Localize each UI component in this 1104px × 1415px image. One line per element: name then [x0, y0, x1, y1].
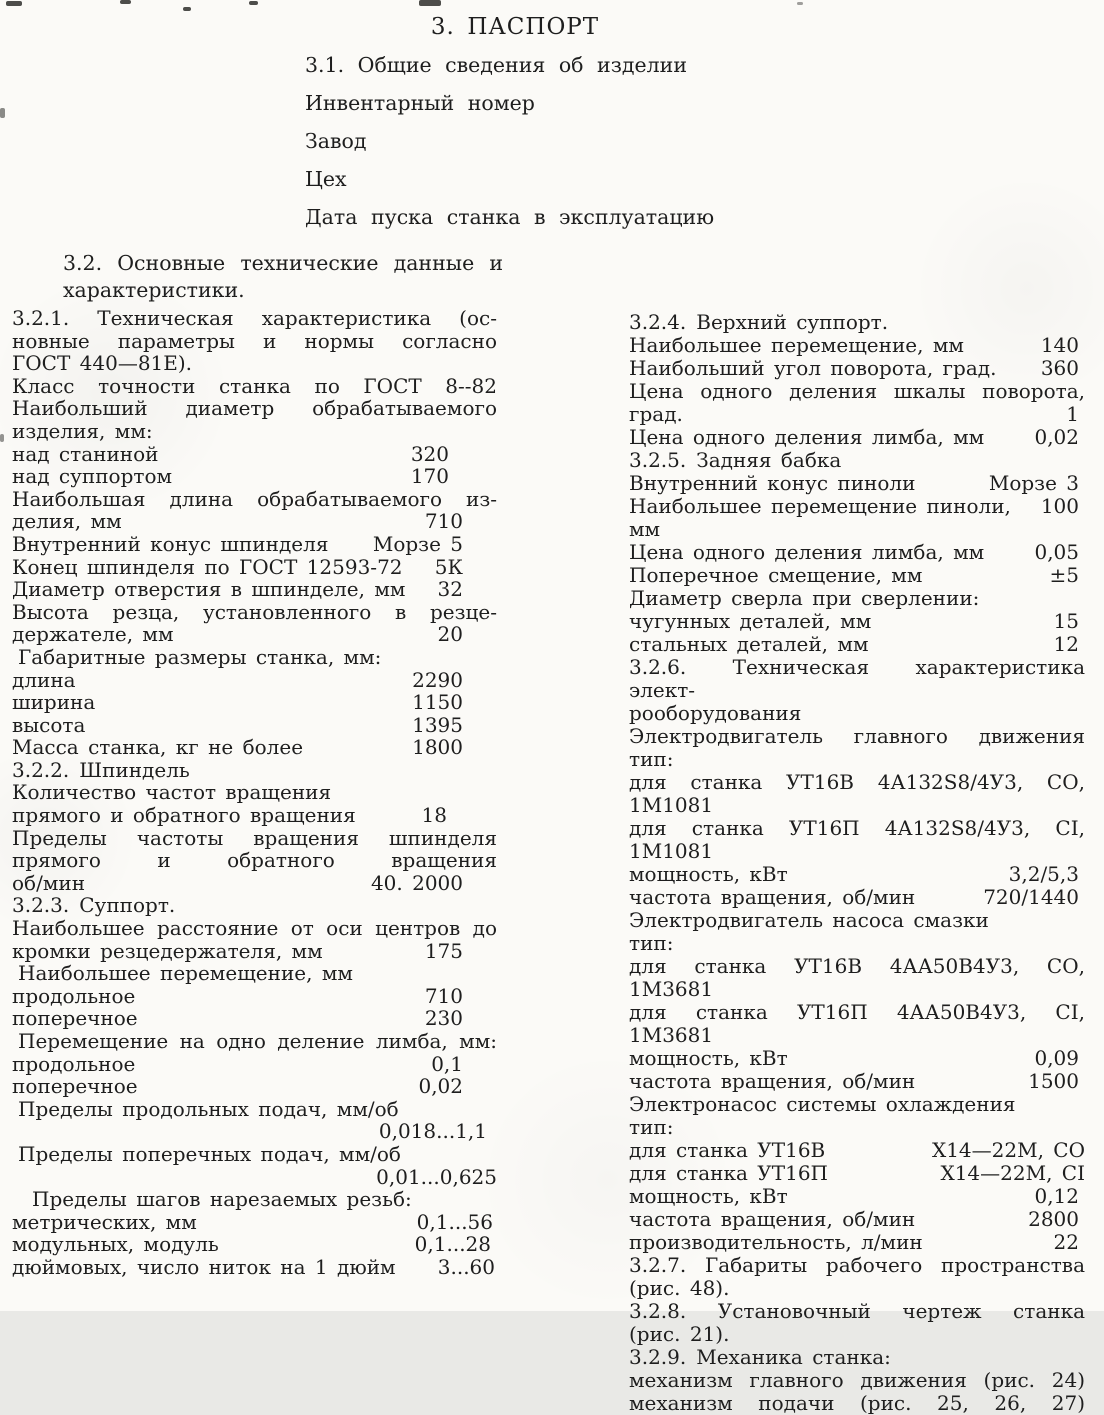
spec-label: держателе, мм — [12, 622, 174, 647]
spec-line — [629, 449, 1085, 472]
spec-line — [12, 352, 497, 375]
spec-line — [12, 1233, 497, 1256]
spec-label: Пределы шагов нарезаемых резьб: — [32, 1187, 412, 1212]
spec-label: Диаметр отверстия в шпинделе, мм — [12, 577, 406, 602]
scan-artifact — [183, 7, 191, 11]
spec-label: прямого и обратного вращения — [12, 803, 356, 828]
spec-label: Наибольший диаметр обрабатываемого — [12, 396, 497, 421]
spec-line — [12, 849, 497, 872]
spec-label: 3.2.8. Установочный чертеж станка — [629, 1299, 1085, 1323]
spec-label: Наибольший угол поворота, град. — [629, 356, 997, 380]
spec-line — [12, 601, 497, 624]
spec-label: Цена одного деления лимба, мм — [629, 540, 985, 564]
spec-line — [629, 748, 1085, 771]
spec-line — [12, 804, 497, 827]
scan-artifact — [797, 2, 803, 5]
spec-value: 0,1 — [431, 1051, 463, 1076]
spec-label: длина — [12, 667, 76, 692]
spec-label: град. — [629, 402, 683, 426]
spec-value: 720/1440 — [983, 885, 1079, 909]
spec-label: ГОСТ 440—81Е). — [12, 351, 193, 376]
spec-label: (рис. 21). — [629, 1322, 730, 1346]
spec-line — [12, 1098, 497, 1121]
spec-line — [12, 714, 497, 737]
spec-line — [629, 311, 1085, 334]
spec-label: для станка УТ16В — [629, 1138, 826, 1162]
spec-value: 710 — [424, 983, 463, 1008]
spec-line — [12, 1188, 497, 1211]
spec-line — [629, 1277, 1085, 1300]
spec-line — [629, 1162, 1085, 1185]
spec-line — [12, 872, 497, 895]
spec-label: делия, мм — [12, 509, 122, 534]
spec-line — [629, 1047, 1085, 1070]
spec-line — [629, 1369, 1085, 1392]
spec-line — [12, 1166, 497, 1189]
spec-value: 40. 2000 — [370, 870, 463, 895]
spec-line — [12, 736, 497, 759]
section-3-2-heading — [63, 250, 503, 304]
spec-line — [629, 771, 1085, 817]
field-commissioning-date: Дата пуска станка в эксплуатацию — [305, 205, 715, 229]
spec-line — [12, 1211, 497, 1234]
spec-value: 1500 — [1028, 1069, 1079, 1093]
spec-value: 100 — [1040, 494, 1079, 518]
spec-value: 175 — [424, 938, 463, 963]
spec-line — [12, 1143, 497, 1166]
spec-value: 0,05 — [1034, 540, 1079, 564]
spec-value: Х14—22М, СО — [931, 1138, 1085, 1162]
spec-label: тип: — [629, 1115, 674, 1139]
spec-label: 3.2.9. Механика станка: — [629, 1345, 891, 1369]
spec-line — [629, 357, 1085, 380]
spec-label: ширина — [12, 690, 96, 715]
spec-label: тип: — [629, 931, 674, 955]
spec-line — [629, 1116, 1085, 1139]
scan-artifact — [419, 0, 441, 6]
spec-value: 710 — [424, 509, 463, 534]
spec-line — [12, 533, 497, 556]
spec-value: ±5 — [1049, 563, 1079, 587]
spec-label: 3.2.7. Габариты рабочего пространства — [629, 1253, 1085, 1277]
spec-line — [629, 1346, 1085, 1369]
spec-value: 0,01...0,625 — [376, 1164, 497, 1189]
scan-artifact — [120, 0, 131, 4]
spec-label: стальных деталей, мм — [629, 632, 869, 656]
spec-line — [629, 426, 1085, 449]
spec-line — [629, 1001, 1085, 1047]
spec-value: 15 — [1053, 609, 1079, 633]
spec-label: Электродвигатель главного движения — [629, 724, 1085, 748]
spec-label: 3.2.2. Шпиндель — [12, 757, 190, 782]
spec-line — [629, 495, 1085, 541]
spec-label: Наибольшее перемещение пиноли, мм — [629, 494, 1011, 541]
spec-label: Внутренний конус шпинделя — [12, 531, 329, 556]
spec-label: кромки резцедержателя, мм — [12, 938, 323, 963]
field-inventory-number: Инвентарный номер — [305, 91, 535, 115]
spec-label: Класс точности станка по ГОСТ 8--82 — [12, 373, 497, 398]
spec-label: продольное — [12, 983, 136, 1008]
spec-value: 1395 — [412, 712, 463, 737]
spec-line — [12, 623, 497, 646]
spec-value: 0,02 — [418, 1074, 463, 1099]
spec-line — [12, 691, 497, 714]
section-3-1-heading: 3.1. Общие сведения об изделии — [305, 53, 687, 77]
spec-label: Внутренний конус пиноли — [629, 471, 916, 495]
spec-label: Количество частот вращения — [12, 780, 332, 805]
spec-line — [12, 962, 497, 985]
spec-line — [629, 587, 1085, 610]
spec-value: 0,12 — [1034, 1184, 1079, 1208]
spec-line — [629, 909, 1085, 932]
spec-column-right — [629, 311, 1085, 1415]
spec-label: (рис. 48). — [629, 1276, 730, 1300]
spec-line — [629, 1300, 1085, 1323]
spec-label: мощность, кВт — [629, 1046, 788, 1070]
spec-line — [629, 1185, 1085, 1208]
spec-line — [12, 669, 497, 692]
spec-line — [629, 380, 1085, 403]
spec-label: 3.2.6. Техническая характеристика элект- — [629, 655, 1085, 702]
spec-line — [12, 510, 497, 533]
scan-artifact — [249, 1, 258, 5]
spec-value: 5К — [434, 554, 463, 579]
spec-label: частота вращения, об/мин — [629, 885, 916, 909]
spec-value: 0,1...28 — [414, 1232, 491, 1257]
section-3-2-heading-line1: 3.2. Основные технические данные и — [63, 251, 503, 275]
spec-label: высота — [12, 712, 86, 737]
spec-line — [629, 334, 1085, 357]
spec-value: Морзе 3 — [988, 471, 1079, 495]
spec-line — [629, 817, 1085, 863]
spec-value: 0,018...1,1 — [378, 1119, 487, 1144]
spec-line — [629, 1139, 1085, 1162]
spec-line — [629, 472, 1085, 495]
spec-value: Х14—22М, СI — [940, 1161, 1085, 1185]
spec-line — [12, 1030, 497, 1053]
section-general-info — [305, 52, 714, 230]
spec-line — [12, 307, 497, 330]
spec-line — [12, 759, 497, 782]
spec-label: новные параметры и нормы согласно — [12, 328, 497, 353]
spec-line — [629, 541, 1085, 564]
spec-label: Пределы частоты вращения шпинделя — [12, 825, 497, 850]
spec-label: механизм главного движения (рис. 24) — [629, 1368, 1085, 1392]
spec-label: Конец шпинделя по ГОСТ 12593-72 — [12, 554, 403, 579]
spec-value: 12 — [1053, 632, 1079, 656]
spec-line — [12, 1007, 497, 1030]
spec-line — [629, 1070, 1085, 1093]
spec-value: 3,2/5,3 — [1008, 862, 1079, 886]
spec-label: для станка УТ16В 4А132S8/4У3, СО, 1М1081 — [629, 770, 1085, 817]
spec-value: 22 — [1053, 1230, 1079, 1254]
spec-value: 170 — [410, 464, 449, 489]
spec-label: над суппортом — [12, 464, 173, 489]
page-title: 3. ПАСПОРТ — [430, 14, 600, 40]
spec-line — [629, 1208, 1085, 1231]
spec-line — [12, 420, 497, 443]
spec-label: Электронасос системы охлаждения — [629, 1092, 1016, 1116]
spec-value: 0,09 — [1034, 1046, 1079, 1070]
spec-label: чугунных деталей, мм — [629, 609, 872, 633]
spec-label: механизм подачи (рис. 25, 26, 27) — [629, 1391, 1085, 1415]
spec-label: Наибольшая длина обрабатываемого из- — [12, 486, 497, 511]
spec-label: Диаметр сверла при сверлении: — [629, 586, 980, 610]
spec-line — [12, 781, 497, 804]
spec-line — [12, 1256, 497, 1279]
spec-line — [629, 403, 1085, 426]
spec-line — [629, 1093, 1085, 1116]
spec-label: тип: — [629, 747, 674, 771]
spec-line — [12, 375, 497, 398]
spec-label: над станиной — [12, 441, 159, 466]
spec-line — [12, 940, 497, 963]
spec-label: частота вращения, об/мин — [629, 1207, 916, 1231]
spec-column-left — [12, 307, 497, 1279]
spec-line — [12, 646, 497, 669]
spec-value: 0,02 — [1034, 425, 1079, 449]
spec-label: мощность, кВт — [629, 1184, 788, 1208]
spec-label: поперечное — [12, 1074, 138, 1099]
spec-label: Наибольшее расстояние от оси центров до — [12, 916, 497, 941]
spec-value: 2290 — [412, 667, 463, 692]
field-factory: Завод — [305, 129, 367, 153]
spec-label: Габаритные размеры станка, мм: — [18, 644, 382, 669]
spec-label: 3.2.1. Техническая характеристика (ос- — [12, 306, 497, 330]
spec-line — [12, 1053, 497, 1076]
spec-value: 0,1...56 — [416, 1209, 493, 1234]
spec-value: 2800 — [1028, 1207, 1079, 1231]
spec-label: метрических, мм — [12, 1209, 197, 1234]
spec-label: Электродвигатель насоса смазки — [629, 908, 989, 932]
spec-line — [12, 556, 497, 579]
spec-label: прямого и обратного вращения — [12, 848, 497, 873]
spec-line — [12, 330, 497, 353]
spec-line — [12, 465, 497, 488]
spec-line — [629, 702, 1085, 725]
scan-artifact — [6, 1, 22, 6]
spec-label: для станка УТ16П 4А132S8/4У3, СI, 1М1081 — [629, 816, 1085, 863]
spec-label: Поперечное смещение, мм — [629, 563, 923, 587]
spec-label: 3.2.4. Верхний суппорт. — [629, 310, 889, 334]
spec-value: 1800 — [412, 735, 463, 760]
spec-label: рооборудования — [629, 701, 802, 725]
spec-line — [629, 1392, 1085, 1415]
spec-line — [629, 656, 1085, 702]
spec-label: для станка УТ16П 4АА50В4У3, СI, 1М3681 — [629, 1000, 1085, 1047]
spec-value: 320 — [410, 441, 449, 466]
spec-label: продольное — [12, 1051, 136, 1076]
spec-value: 230 — [424, 1006, 463, 1031]
spec-label: Наибольшее перемещение, мм — [629, 333, 964, 357]
spec-label: дюймовых, число ниток на 1 дюйм — [12, 1254, 396, 1279]
spec-line — [629, 564, 1085, 587]
spec-label: для станка УТ16В 4АА50В4У3, СО, 1М3681 — [629, 954, 1085, 1001]
spec-line — [12, 917, 497, 940]
spec-label: 3.2.5. Задняя бабка — [629, 448, 842, 472]
spec-line — [12, 397, 497, 420]
spec-value: 140 — [1040, 333, 1079, 357]
spec-line — [629, 1231, 1085, 1254]
spec-line — [629, 886, 1085, 909]
spec-label: поперечное — [12, 1006, 138, 1031]
spec-line — [629, 955, 1085, 1001]
spec-label: модульных, модуль — [12, 1232, 219, 1257]
spec-label: 3.2.3. Суппорт. — [12, 893, 176, 918]
spec-line — [12, 488, 497, 511]
spec-label: Цена одного деления лимба, мм — [629, 425, 985, 449]
spec-line — [629, 863, 1085, 886]
spec-line — [12, 985, 497, 1008]
spec-label: об/мин — [12, 870, 86, 895]
spec-value: 18 — [421, 803, 447, 828]
spec-label: Пределы продольных подач, мм/об — [18, 1096, 399, 1121]
spec-line — [12, 1075, 497, 1098]
spec-label: Наибольшее перемещение, мм — [18, 961, 353, 986]
spec-line — [12, 894, 497, 917]
field-workshop: Цех — [305, 167, 347, 191]
spec-line — [629, 725, 1085, 748]
spec-line — [12, 827, 497, 850]
spec-value: 3...60 — [437, 1254, 495, 1279]
section-3-2-heading-line2: характеристики. — [63, 278, 245, 302]
spec-value: 32 — [437, 577, 463, 602]
spec-label: для станка УТ16П — [629, 1161, 828, 1185]
spec-line — [12, 443, 497, 466]
spec-line — [629, 1323, 1085, 1346]
spec-label: изделия, мм: — [12, 418, 153, 443]
scan-artifact — [0, 434, 4, 442]
spec-line — [629, 610, 1085, 633]
spec-label: производительность, л/мин — [629, 1230, 923, 1254]
spec-value: 1 — [1066, 402, 1079, 426]
spec-label: частота вращения, об/мин — [629, 1069, 916, 1093]
spec-label: Высота резца, установленного в резце- — [12, 599, 497, 624]
spec-label: Перемещение на одно деление лимба, мм: — [18, 1029, 497, 1053]
spec-value: 360 — [1040, 356, 1079, 380]
spec-line — [629, 1254, 1085, 1277]
spec-label: Масса станка, кг не более — [12, 735, 304, 760]
spec-value: 1150 — [412, 690, 463, 715]
spec-line — [629, 633, 1085, 656]
spec-line — [12, 1120, 497, 1143]
spec-label: мощность, кВт — [629, 862, 788, 886]
spec-line — [629, 932, 1085, 955]
spec-label: Цена одного деления шкалы поворота, — [629, 379, 1085, 403]
spec-line — [12, 578, 497, 601]
spec-value: Морзе 5 — [372, 531, 463, 556]
spec-label: Пределы поперечных подач, мм/об — [18, 1141, 401, 1166]
spec-value: 20 — [437, 622, 463, 647]
scan-artifact — [0, 108, 5, 118]
